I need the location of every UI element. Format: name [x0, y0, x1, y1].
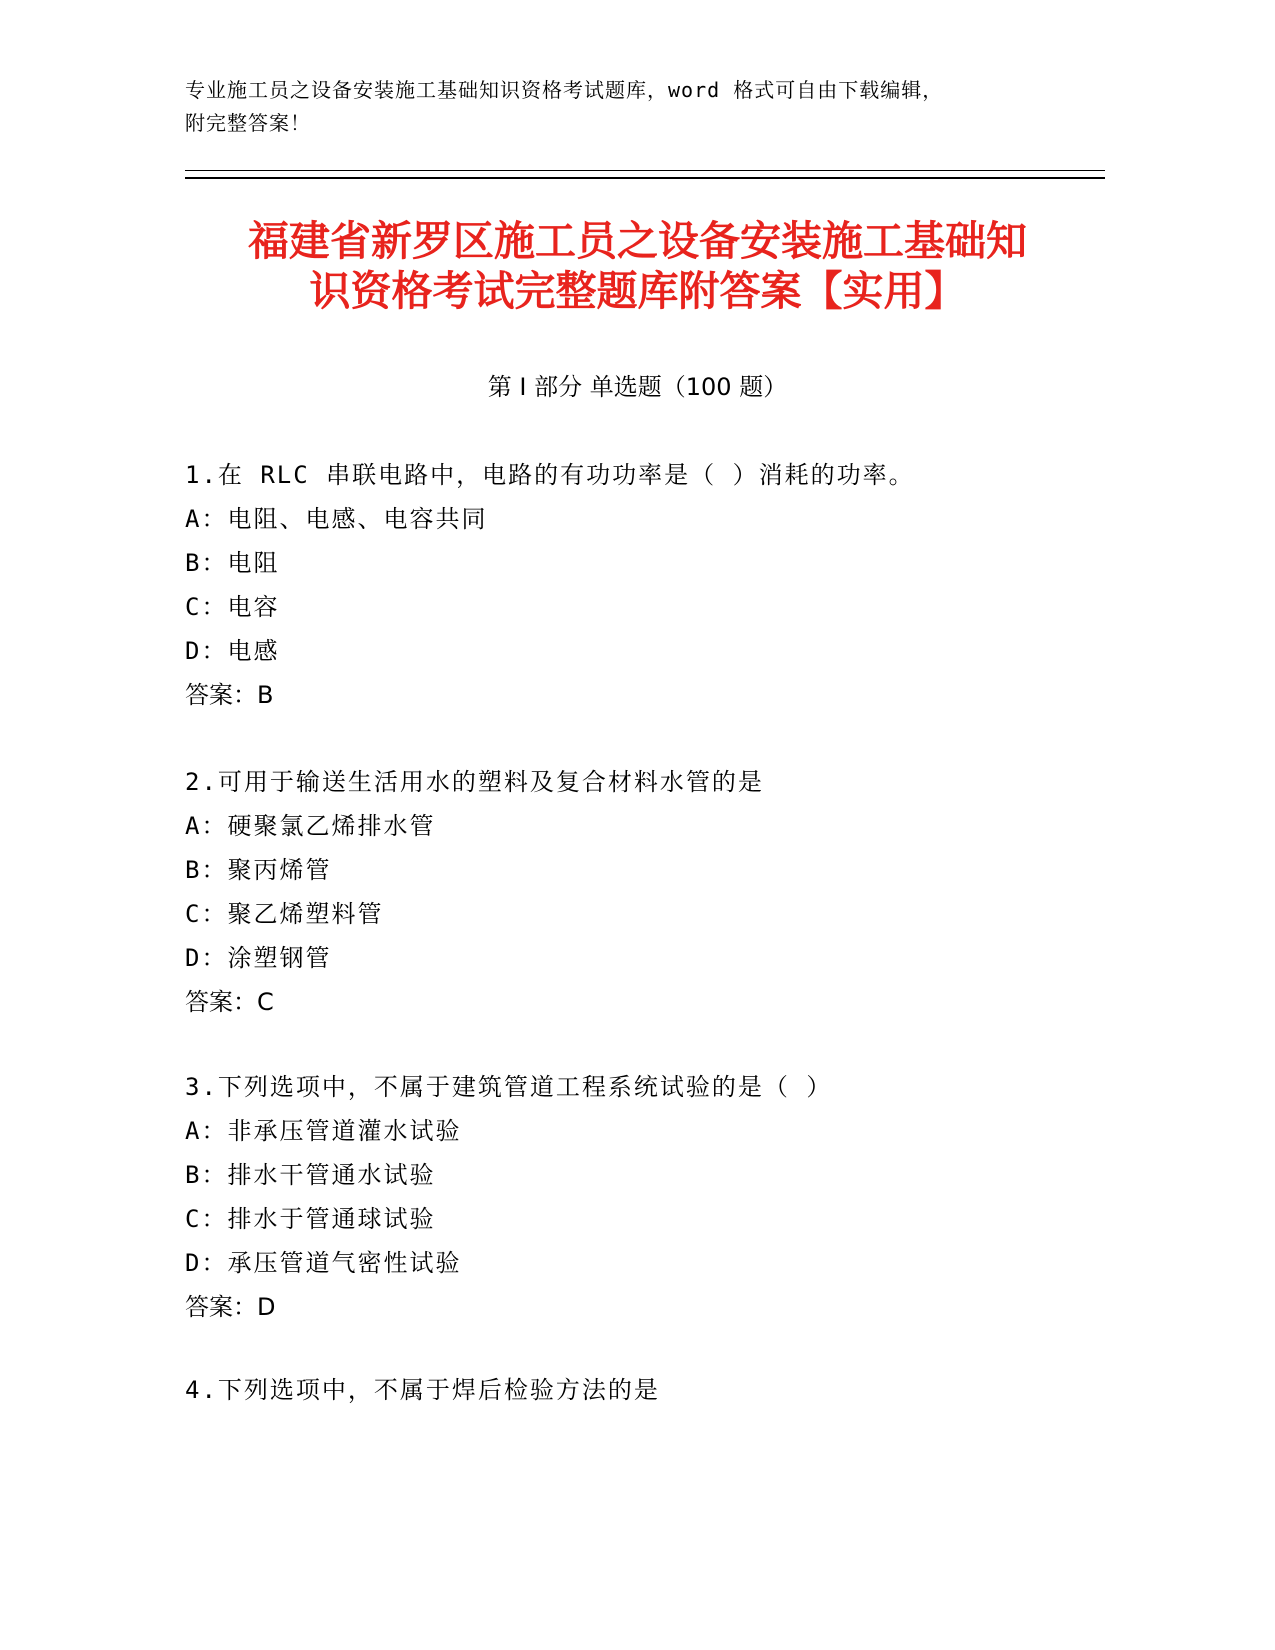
document-title-line: 识资格考试完整题库附答案【实用】 [309, 267, 966, 315]
section-title: 第 I 部分 单选题（100 题） [487, 373, 788, 401]
question-option: A：电阻、电感、电容共同 [185, 505, 488, 533]
question-stem: 4.下列选项中，不属于焊后检验方法的是 [185, 1376, 660, 1404]
question-stem: 2.可用于输送生活用水的塑料及复合材料水管的是 [185, 768, 764, 796]
header-note-line: 专业施工员之设备安装施工基础知识资格考试题库，word 格式可自由下载编辑， [185, 78, 944, 102]
question-block [185, 1373, 1125, 1417]
header-note [185, 74, 1085, 140]
question-option: C：聚乙烯塑料管 [185, 900, 384, 928]
question-stem: 3.下列选项中，不属于建筑管道工程系统试验的是（ ） [185, 1073, 833, 1101]
question-option: A：硬聚氯乙烯排水管 [185, 812, 436, 840]
question-option: B：聚丙烯管 [185, 856, 332, 884]
question-block [185, 458, 1125, 722]
question-option: D：电感 [185, 637, 280, 665]
question-option: C：排水于管通球试验 [185, 1205, 436, 1233]
question-stem: 1.在 RLC 串联电路中，电路的有功功率是（ ）消耗的功率。 [185, 461, 915, 489]
question-option: D：承压管道气密性试验 [185, 1249, 462, 1277]
document-title [150, 216, 1125, 316]
question-block [185, 1070, 1125, 1334]
question-answer: 答案：B [185, 681, 274, 709]
header-divider [185, 170, 1105, 171]
question-option: A：非承压管道灌水试验 [185, 1117, 462, 1145]
header-divider [185, 177, 1105, 179]
document-title-line: 福建省新罗区施工员之设备安装施工基础知 [248, 217, 1027, 265]
question-option: B：电阻 [185, 549, 280, 577]
question-option: B：排水干管通水试验 [185, 1161, 436, 1189]
question-block [185, 765, 1125, 1029]
question-option: D：涂塑钢管 [185, 944, 332, 972]
question-answer: 答案：C [185, 988, 274, 1016]
question-option: C：电容 [185, 593, 280, 621]
header-note-line: 附完整答案！ [185, 111, 311, 135]
question-answer: 答案：D [185, 1293, 276, 1321]
